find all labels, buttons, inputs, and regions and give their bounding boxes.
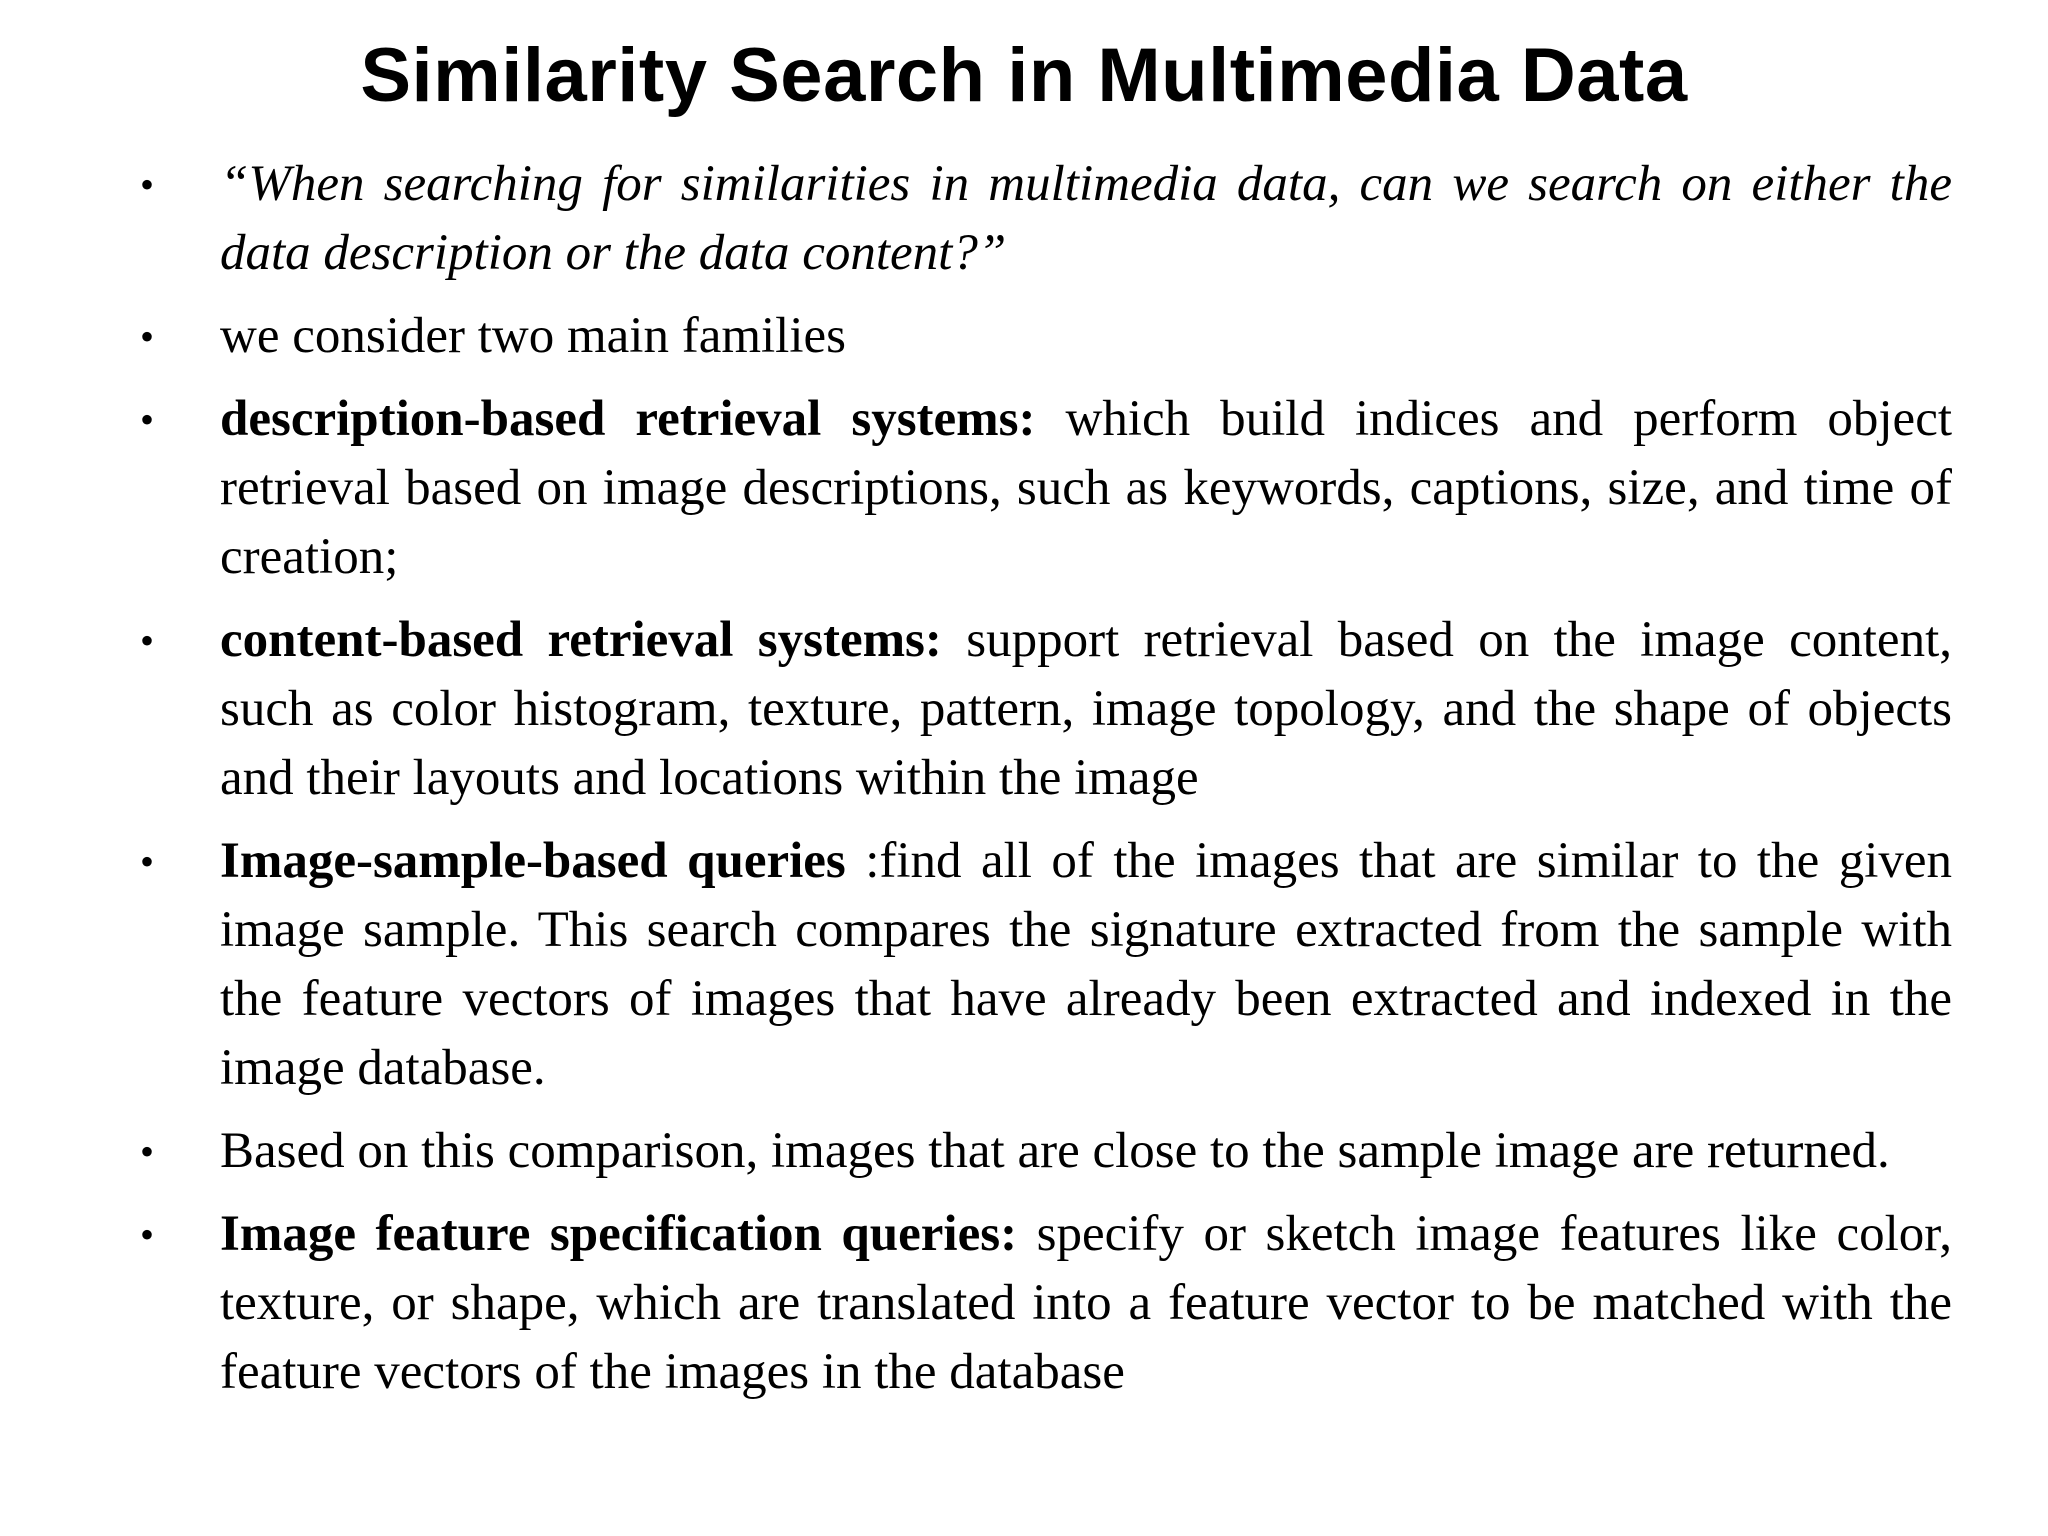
bullet-lead: Image feature specification queries:: [220, 1206, 1018, 1262]
bullet-dot-icon: •: [140, 1212, 155, 1257]
bullet-item-question: [140, 150, 1952, 288]
bullet-item-comparison: [140, 1117, 1952, 1186]
bullet-dot-icon: •: [140, 397, 155, 442]
bullet-dot-icon: •: [140, 618, 155, 663]
bullet-item-description-based: [140, 385, 1952, 592]
bullet-text: :find all of the images that are similar to the given image sample. This search compares the signature extracted from the sample with the feature vectors of images that have already been extracted and indexed in the image database.: [220, 833, 1952, 1096]
bullet-dot-icon: •: [140, 162, 155, 207]
bullet-item-feature-spec-queries: [140, 1200, 1952, 1407]
bullet-item-image-sample-queries: [140, 827, 1952, 1103]
bullet-dot-icon: •: [140, 1129, 155, 1174]
bullet-text: support retrieval based on the image content, such as color histogram, texture, pattern, image topology, and the shape of objects and their layouts and locations within the image: [220, 612, 1952, 806]
bullet-item-content-based: [140, 606, 1952, 813]
bullet-text: we consider two main families: [220, 308, 846, 364]
bullet-text: which build indices and perform object retrieval based on image descriptions, such as keywords, captions, size, and time of creation;: [220, 391, 1952, 585]
bullet-lead: content-based retrieval systems:: [220, 612, 942, 668]
bullet-lead: description-based retrieval systems:: [220, 391, 1036, 447]
bullet-dot-icon: •: [140, 314, 155, 359]
bullet-text: specify or sketch image features like color, texture, or shape, which are translated into a feature vector to be matched with the feature vectors of the images in the database: [220, 1206, 1952, 1400]
bullet-text: Based on this comparison, images that are close to the sample image are returned.: [220, 1123, 1890, 1179]
bullet-list: [140, 150, 1952, 1415]
bullet-lead: Image-sample-based queries: [220, 833, 846, 889]
bullet-item-families: [140, 302, 1952, 371]
bullet-text: “When searching for similarities in multimedia data, can we search on either the data description or the data content?”: [220, 156, 1952, 281]
slide-title: Similarity Search in Multimedia Data: [360, 33, 1688, 118]
bullet-dot-icon: •: [140, 839, 155, 884]
